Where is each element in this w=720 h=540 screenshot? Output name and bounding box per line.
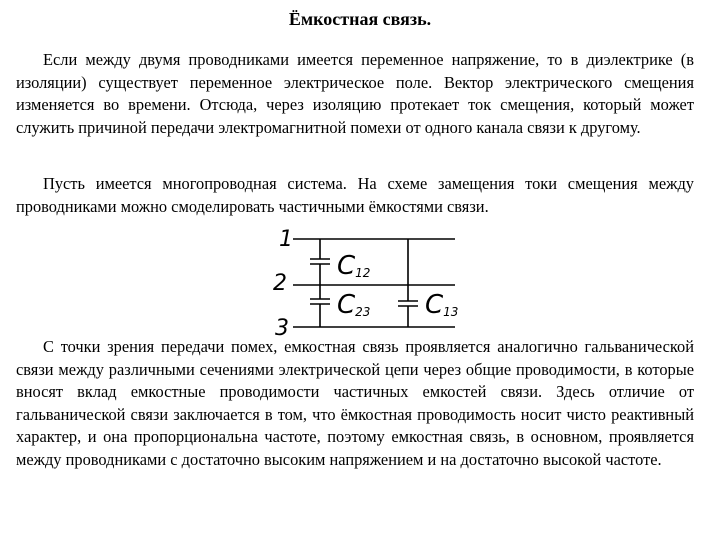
paragraph-intro: Если между двумя проводниками имеется переменное напряжение, то в диэлектрике (в изоляции) существует переменное электрическое поле. Вектор электрического смещения изменяется во времени. Отсюда, через изоляцию протекает ток смещения, который может служить причиной передачи электромагнитной помехи от одного канала связи к другому. [16,50,694,137]
capacitor-label-c13: C13 [425,290,459,320]
conductor-label-3: 3 [275,316,289,341]
capacitor-label-c23: C23 [337,290,371,320]
paragraph-comparison: С точки зрения передачи помех, емкостная связь проявляется аналогично гальванической связи между различными сечениями электрической цепи через общие проводимости, в которые вносят вклад емкостные проводимости частичных емкостей связи. Здесь отличие от гальванической связи заключается в том, что ёмкостная проводимость носит чисто реактивный характер, и она пропорциональна частоте, поэтому емкостная связь, в основном, проявляется между проводниками с достаточно высоким напряжением и на достаточно высокой частоте. [16,337,694,469]
capacitor-label-c12: C12 [337,251,371,281]
page-title: Ёмкостная связь. [288,9,432,29]
capacitive-coupling-diagram [265,222,465,340]
conductor-label-2: 2 [273,271,287,296]
conductor-label-1: 1 [279,227,293,252]
paragraph-multiconductor: Пусть имеется многопроводная система. На схеме замещения токи смещения между проводниками можно смоделировать частичными ёмкостями связи. [16,174,694,216]
